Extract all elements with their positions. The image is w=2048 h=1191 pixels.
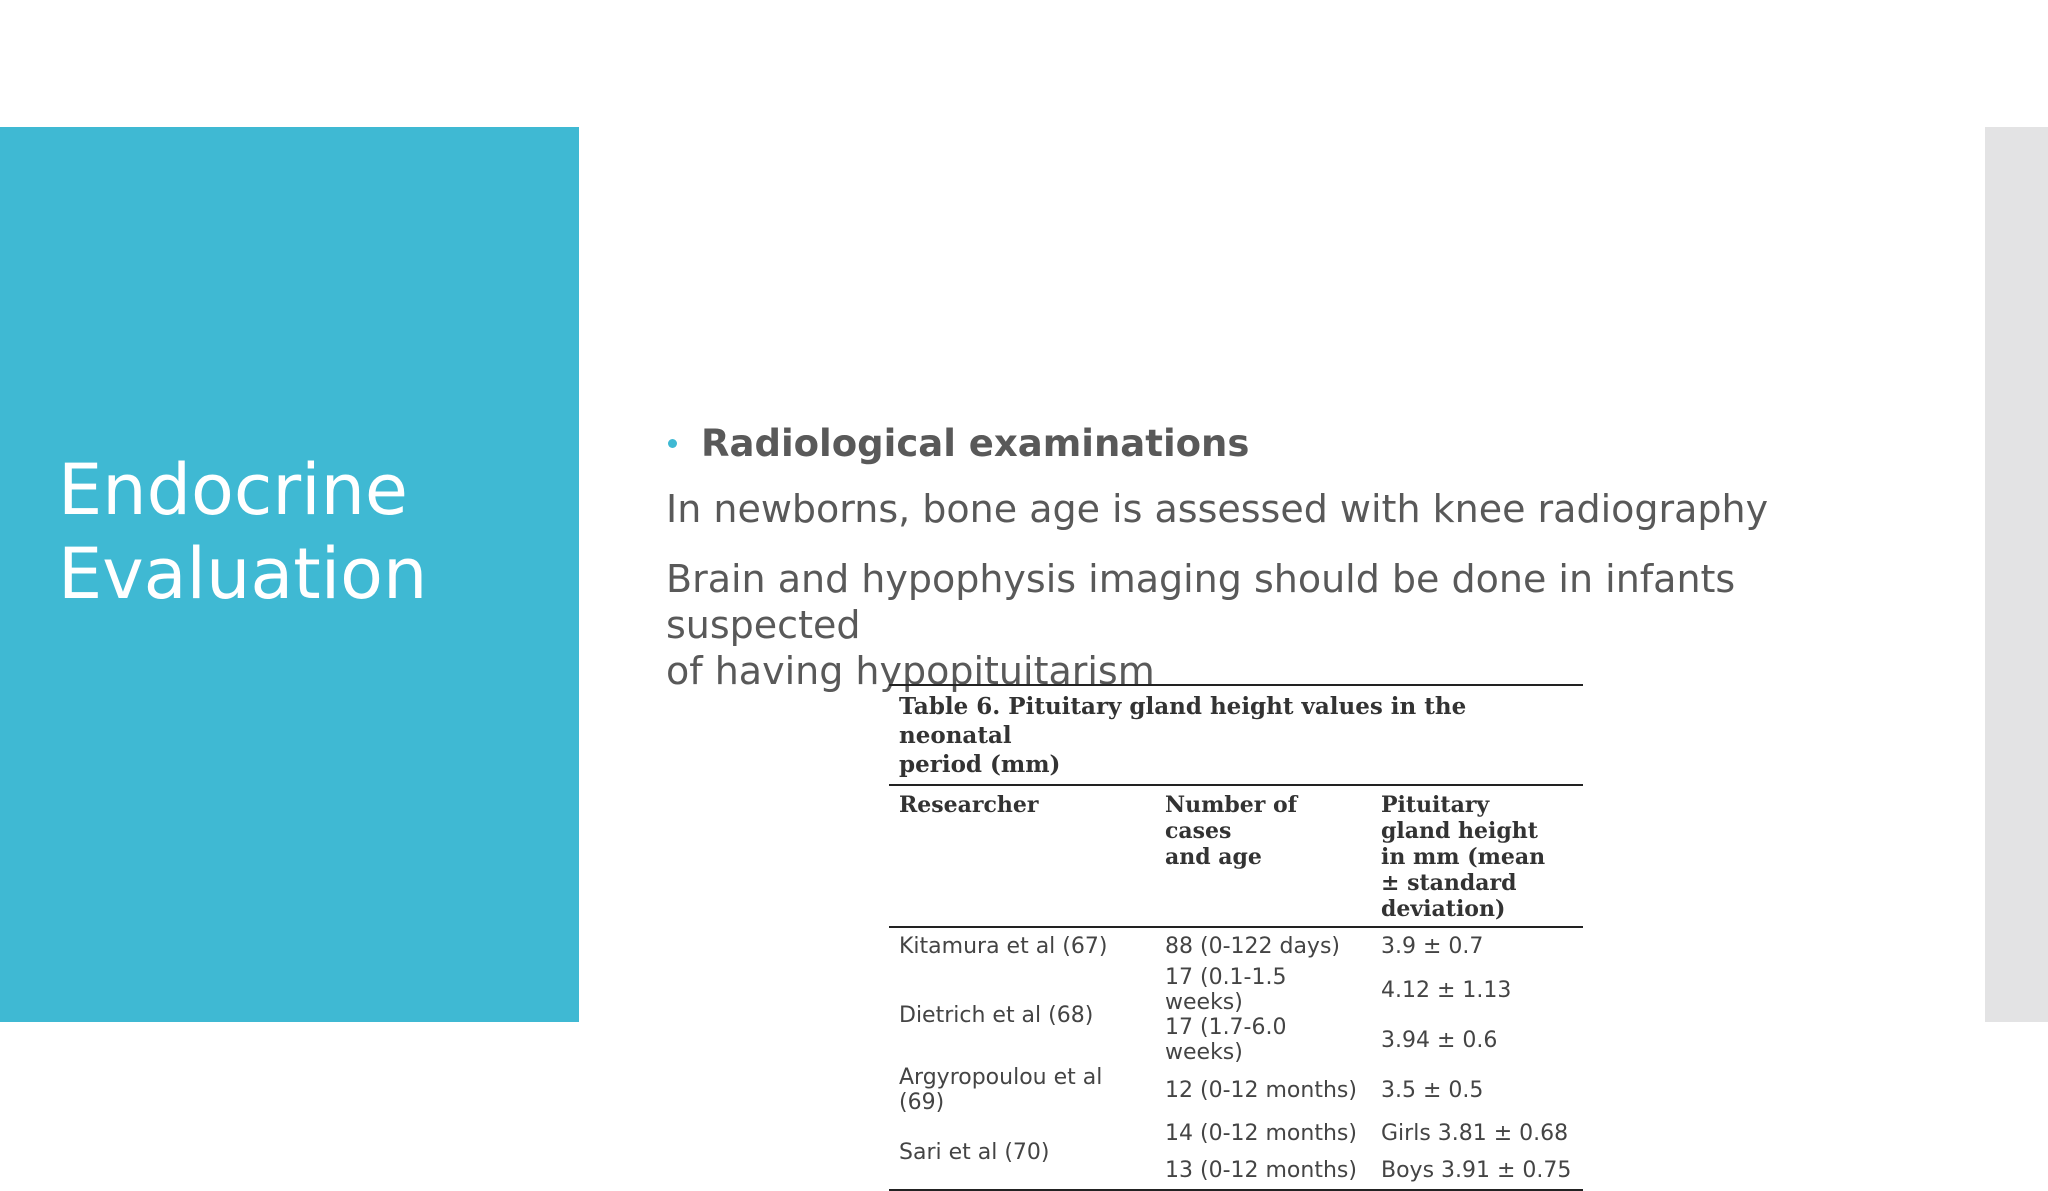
- cell-height: 3.5 ± 0.5: [1381, 1077, 1484, 1103]
- cell-height: 3.9 ± 0.7: [1381, 934, 1484, 959]
- cell-cases: 17 (1.7-6.0 weeks): [1165, 1015, 1287, 1065]
- header-height: [1371, 785, 1583, 927]
- cell-height: 4.12 ± 1.13: [1381, 977, 1512, 1003]
- cell-cases: 14 (0-12 months): [1165, 1121, 1357, 1146]
- header-height-line-3: in mm (mean: [1381, 844, 1546, 870]
- cell-cases: 13 (0-12 months): [1155, 1152, 1371, 1190]
- table-row: [889, 1065, 1583, 1115]
- table-row: [889, 965, 1583, 1015]
- right-decor-strip: [1985, 127, 2048, 1022]
- table-row: [889, 1115, 1583, 1152]
- table-caption-row: [889, 685, 1583, 785]
- slide-title-line-2: Evaluation: [58, 533, 428, 615]
- paragraph-bone-age: In newborns, bone age is assessed with knee radiography: [666, 487, 1769, 531]
- header-cases-line-2: and age: [1165, 844, 1262, 870]
- paragraph-imaging: [666, 556, 1906, 694]
- cell-researcher: Sari et al (70): [889, 1115, 1155, 1190]
- cell-cases: 88 (0-122 days): [1165, 934, 1341, 959]
- cell-researcher: Argyropoulou et al (69): [899, 1065, 1103, 1115]
- cell-cases: 12 (0-12 months): [1165, 1077, 1357, 1103]
- header-cases: [1155, 785, 1371, 927]
- bullet-dot-icon: [668, 439, 677, 448]
- paragraph-imaging-line-1: Brain and hypophysis imaging should be done in infants suspected: [666, 557, 1736, 647]
- pituitary-height-table: [889, 684, 1583, 1191]
- table-caption-line-1: Table 6. Pituitary gland height values in the neonatal: [899, 693, 1467, 749]
- cell-researcher: Dietrich et al (68): [899, 1002, 1094, 1028]
- header-height-line-1: Pituitary: [1381, 792, 1490, 818]
- header-height-line-4: ± standard: [1381, 870, 1517, 896]
- table-caption: [889, 685, 1583, 785]
- header-researcher: Researcher: [889, 785, 1155, 927]
- slide-body: [666, 416, 1906, 694]
- header-height-line-5: deviation): [1381, 896, 1506, 922]
- paragraph-imaging-line-2: of having hypopituitarism: [666, 649, 1155, 693]
- cell-height: Boys 3.91 ± 0.75: [1371, 1152, 1583, 1190]
- slide-title-line-1: Endocrine: [58, 449, 408, 531]
- cell-researcher: Kitamura et al (67): [899, 934, 1108, 959]
- table-header-row: [889, 785, 1583, 927]
- header-height-line-2: gland height: [1381, 818, 1538, 844]
- bullet-heading: Radiological examinations: [701, 421, 1250, 465]
- table-caption-line-2: period (mm): [899, 751, 1061, 778]
- slide-title: [58, 448, 427, 616]
- bullet-item: [666, 416, 1906, 470]
- cell-height: Girls 3.81 ± 0.68: [1381, 1121, 1569, 1146]
- header-cases-line-1: Number of cases: [1165, 792, 1298, 844]
- table-row: [889, 927, 1583, 965]
- cell-height: 3.94 ± 0.6: [1381, 1027, 1498, 1053]
- cell-cases: 17 (0.1-1.5 weeks): [1165, 965, 1287, 1015]
